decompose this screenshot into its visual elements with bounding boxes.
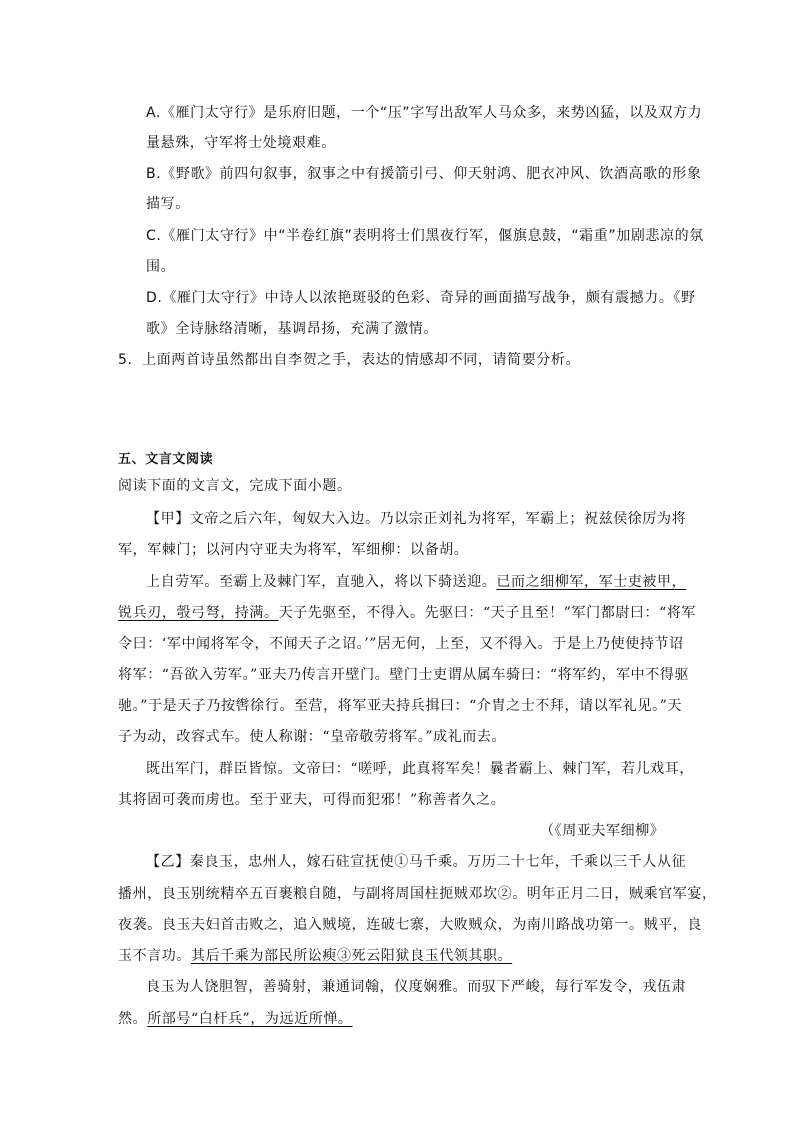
jia-line-5: 令曰：‘军中闻将军令，不闻天子之诏。’”居无何，上至，又不得入。于是上乃使使持节诏: [118, 636, 684, 652]
jia-line-9: 既出军门，群臣皆惊。文帝曰：“嗟呼，此真将军矣！曩者霸上、棘门军，若儿戏耳，: [146, 761, 694, 777]
yi-line-6: [118, 1009, 353, 1029]
yi-line-3: 夜袭。良玉夫妇首击败之，追入贼境，连破七寨，大败贼众，为南川路战功第一。贼平，良: [118, 917, 702, 933]
yi-line-5: 良玉为人饶胆智，善骑射，兼通词翰，仪度娴雅。而驭下严峻，每行军发令，戎伍肃: [146, 979, 687, 995]
yi-line-2: 播州，良玉别统精卒五百裹粮自随，与副将周国柱扼贼邓坎②。明年正月二日，贼乘官军宴，: [118, 886, 717, 902]
yi-line-1: 【乙】秦良玉，忠州人，嫁石砫宣抚使①马千乘。万历二十七年，千乘以三千人从征: [146, 854, 687, 870]
option-d-line-2: 歌》全诗脉络清晰，基调昂扬，充满了激情。: [146, 321, 438, 337]
option-c-line-2: 围。: [146, 259, 176, 275]
jia-line-6: 将军：“吾欲入劳军。”亚夫乃传言开壁门。壁门士吏谓从属车骑曰：“将军约，军中不得驱: [118, 667, 690, 683]
section-title: 五、文言文阅读: [118, 452, 214, 467]
option-b-line-2: 描写。: [146, 196, 190, 212]
jia-line-10: 其将固可袭而虏也。至于亚夫，可得而犯邪！”称善者久之。: [118, 792, 506, 808]
jia-source: （《周亚夫军细柳》: [540, 823, 665, 839]
jia-line-7: 驰。”于是天子乃按辔徐行。至营，将军亚夫持兵揖曰：“介胄之士不拜，请以军礼见。”天: [118, 698, 683, 714]
jia-underlined-sentence-part-2: 锐兵刃，彀弓弩，持满。: [118, 605, 279, 621]
section-instruction: 阅读下面的文言文，完成下面小题。: [118, 478, 352, 494]
option-d-line-1: D.《雁门太守行》中诗人以浓艳斑驳的色彩、奇异的画面描写战争，颇有震撼力。《野: [146, 290, 696, 306]
jia-line-8: 子为动，改容式车。使人称谢：“皇帝敬劳将军。”成礼而去。: [118, 729, 507, 745]
jia-line-1: 【甲】文帝之后六年，匈奴大入边。乃以宗正刘礼为将军，军霸上；祝兹侯徐厉为将: [146, 511, 687, 527]
yi-line-6-text: 然。: [118, 1011, 148, 1027]
yi-line-4-text: 玉不言功。: [118, 948, 191, 964]
jia-line-4-text: 天子先驱至，不得入。先驱曰：“天子且至！”军门都尉曰：“将军: [278, 605, 697, 621]
option-a-line-2: 量悬殊，守军将士处境艰难。: [146, 135, 336, 151]
jia-line-3-text: 上自劳军。至霸上及棘门军，直驰入，将以下骑送迎。: [146, 574, 497, 590]
option-b-line-1: B.《野歌》前四句叙事，叙事之中有援箭引弓、仰天射鸿、肥衣冲风、饮酒高歌的形象: [146, 166, 702, 182]
option-a-line-1: A.《雁门太守行》是乐府旧题，一个“压”字写出敌军人马众多，来势凶猛，以及双方力: [146, 105, 703, 121]
option-c-line-1: C.《雁门太守行》中“半卷红旗”表明将士们黑夜行军，偃旗息鼓，“霜重”加剧悲凉的氛: [146, 228, 704, 244]
jia-line-2: 军，军棘门；以河内守亚夫为将军，军细柳：以备胡。: [118, 542, 469, 558]
yi-underlined-phrase: 所部号“白杆兵”，为远近所惮。: [147, 1011, 353, 1027]
jia-line-4: [118, 603, 696, 623]
yi-line-4: [118, 946, 512, 966]
question-5: 5．上面两首诗虽然都出自李贺之手，表达的情感却不同，请简要分析。: [118, 352, 581, 368]
jia-line-3: [146, 572, 686, 592]
jia-underlined-sentence-part-1: 已而之细柳军，军士吏被甲，: [496, 574, 687, 590]
yi-underlined-sentence: 其后千乘为部民所讼瘐③死云阳狱良玉代领其职。: [191, 948, 513, 964]
